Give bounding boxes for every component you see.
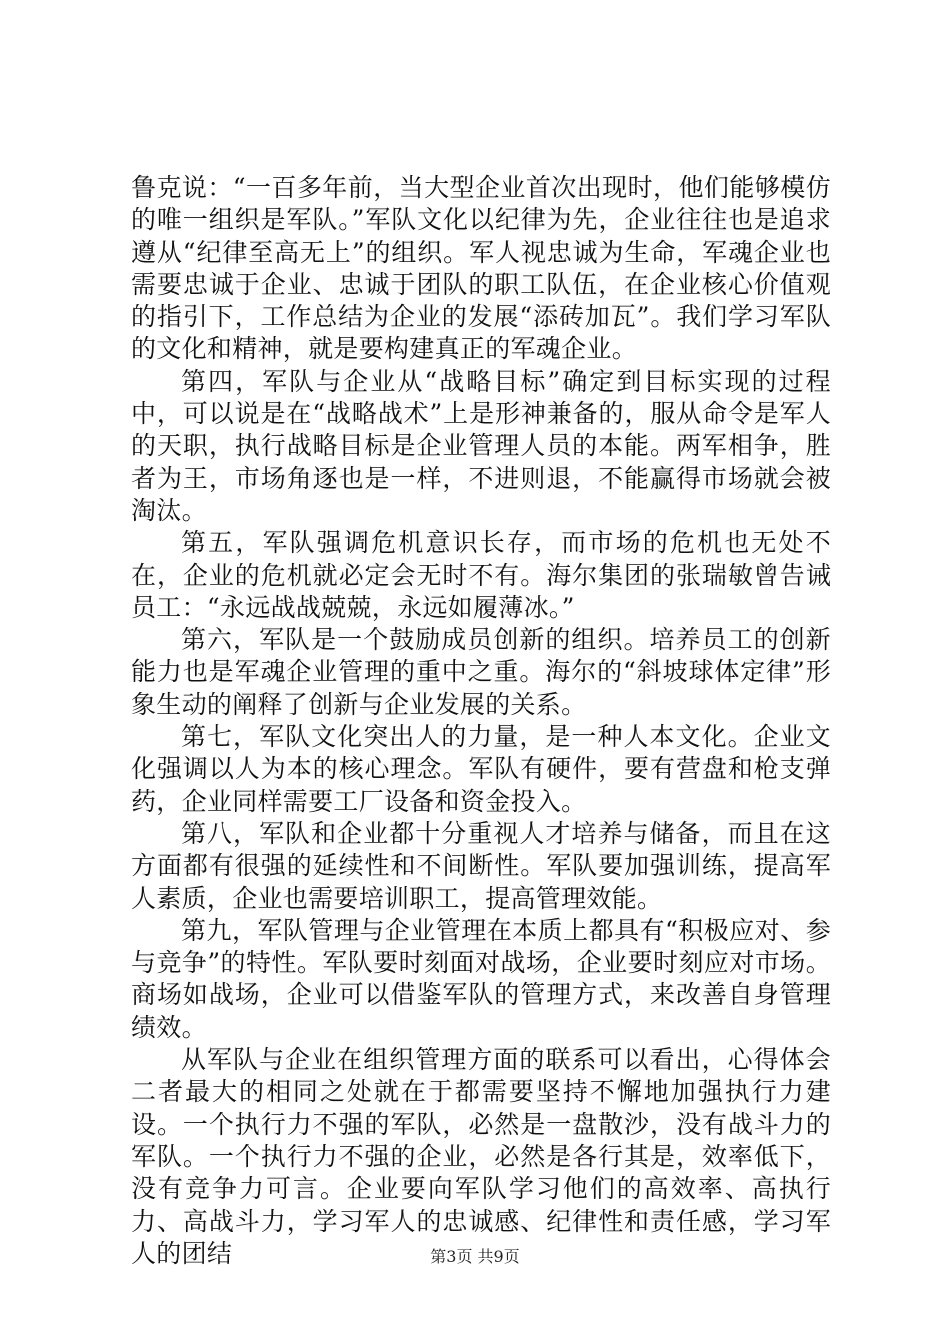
- paragraph-point-five: 第五，军队强调危机意识长存，而市场的危机也无处不在，企业的危机就必定会无时不有。海尔集团的张瑞敏曾告诫员工：“永远战战兢兢，永远如履薄冰。”: [131, 528, 831, 622]
- document-body: [131, 172, 831, 1270]
- paragraph-point-seven: 第七，军队文化突出人的力量，是一种人本文化。企业文化强调以人为本的核心理念。军队有硬件，要有营盘和枪支弹药，企业同样需要工厂设备和资金投入。: [131, 722, 831, 816]
- paragraph-continuation: 鲁克说：“一百多年前，当大型企业首次出现时，他们能够模仿的唯一组织是军队。”军队文化以纪律为先，企业往往也是追求遵从“纪律至高无上”的组织。军人视忠诚为生命，军魂企业也需要忠诚于企业、忠诚于团队的职工队伍，在企业核心价值观的指引下，工作总结为企业的发展“添砖加瓦”。我们学习军队的文化和精神，就是要构建真正的军魂企业。: [131, 173, 831, 364]
- paragraph-point-six: 第六，军队是一个鼓励成员创新的组织。培养员工的创新能力也是军魂企业管理的重中之重。海尔的“斜坡球体定律”形象生动的阐释了创新与企业发展的关系。: [131, 625, 831, 719]
- page-number-label: 第3页 共9页: [430, 1247, 520, 1266]
- paragraph-point-eight: 第八，军队和企业都十分重视人才培养与储备，而且在这方面都有很强的延续性和不间断性。军队要加强训练，提高军人素质，企业也需要培训职工，提高管理效能。: [131, 818, 831, 913]
- paragraph-conclusion: 从军队与企业在组织管理方面的联系可以看出，心得体会二者最大的相同之处就在于都需要坚持不懈地加强执行力建设。一个执行力不强的军队，必然是一盘散沙，没有战斗力的军队。一个执行力不强的企业，必然是各行其是，效率低下，没有竞争力可言。企业要向军队学习他们的高效率、高执行力、高战斗力，学习军人的忠诚感、纪律性和责任感，学习军人的团结: [131, 1045, 831, 1268]
- paragraph-point-four: 第四，军队与企业从“战略目标”确定到目标实现的过程中，可以说是在“战略战术”上是形神兼备的，服从命令是军人的天职，执行战略目标是企业管理人员的本能。两军相争，胜者为王，市场角逐也是一样，不进则退，不能赢得市场就会被淘汰。: [131, 366, 831, 525]
- page-footer: [0, 1244, 950, 1267]
- paragraph-point-nine: 第九，军队管理与企业管理在本质上都具有“积极应对、参与竞争”的特性。军队要时刻面对战场，企业要时刻应对市场。商场如战场，企业可以借鉴军队的管理方式，来改善自身管理绩效。: [131, 915, 831, 1042]
